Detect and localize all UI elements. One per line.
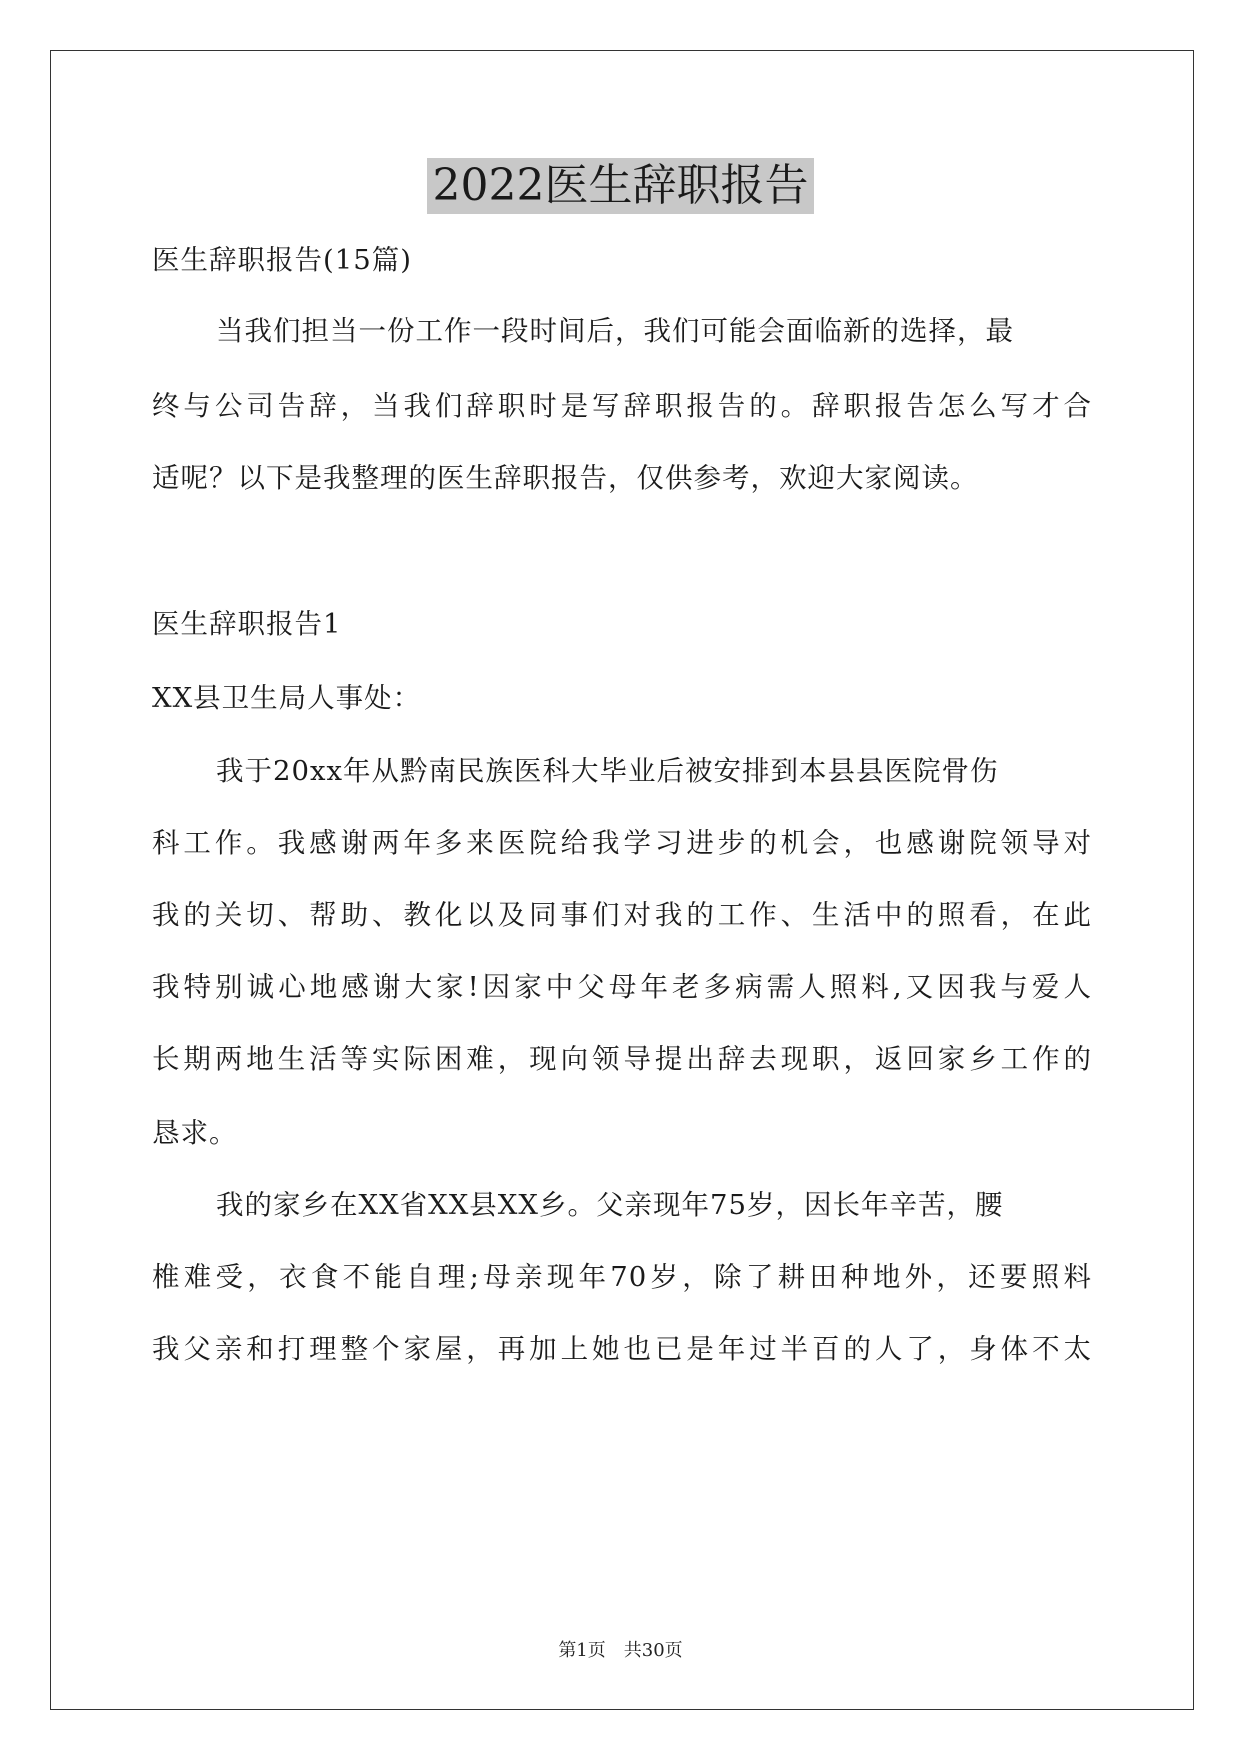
paragraph-line: 我于20xx年从黔南民族医科大毕业后被安排到本县县医院骨伤 (216, 755, 999, 787)
paragraph-line: 我特别诚心地感谢大家!因家中父母年老多病需人照料,又因我与爱人 (152, 971, 1092, 1003)
title-container (0, 158, 1241, 214)
paragraph-line: 科工作。我感谢两年多来医院给我学习进步的机会，也感谢院领导对 (152, 827, 1092, 859)
page-footer: 第1页 共30页 (558, 1640, 683, 1661)
page-border (50, 50, 1194, 1710)
salutation: XX县卫生局人事处： (152, 682, 422, 714)
paragraph-line: 终与公司告辞，当我们辞职时是写辞职报告的。辞职报告怎么写才合 (152, 390, 1092, 422)
document-title: 2022医生辞职报告 (427, 158, 815, 214)
paragraph-line: 椎难受，衣食不能自理;母亲现年70岁，除了耕田种地外，还要照料 (152, 1261, 1092, 1293)
paragraph-line: 恳求。 (152, 1117, 238, 1149)
paragraph-line: 我的关切、帮助、教化以及同事们对我的工作、生活中的照看，在此 (152, 899, 1092, 931)
paragraph-line: 当我们担当一份工作一段时间后，我们可能会面临新的选择，最 (216, 315, 1014, 347)
paragraph-line: 适呢？以下是我整理的医生辞职报告，仅供参考，欢迎大家阅读。 (152, 462, 979, 494)
paragraph-line: 我父亲和打理整个家屋，再加上她也已是年过半百的人了，身体不太 (152, 1333, 1092, 1365)
subtitle-line: 医生辞职报告(15篇) (152, 244, 412, 276)
section-heading: 医生辞职报告1 (152, 608, 342, 640)
paragraph-line: 我的家乡在XX省XX县XX乡。父亲现年75岁，因长年辛苦，腰 (216, 1189, 1004, 1221)
paragraph-line: 长期两地生活等实际困难，现向领导提出辞去现职，返回家乡工作的 (152, 1043, 1092, 1075)
